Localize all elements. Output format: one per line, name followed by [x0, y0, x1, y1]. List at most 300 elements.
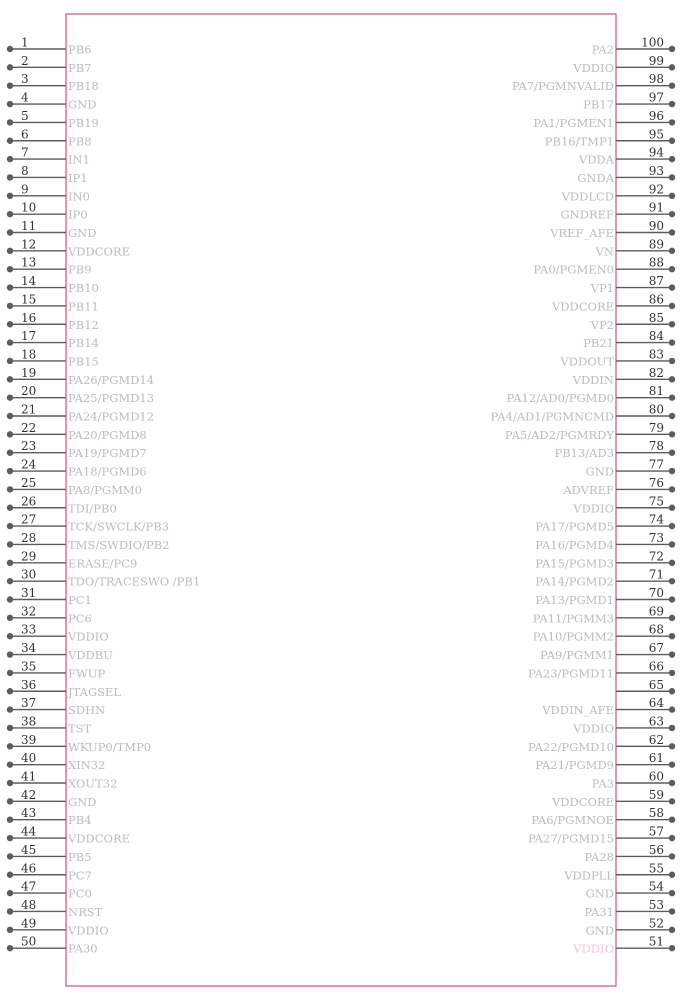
- pin-name: PA25/PGMD13: [68, 391, 155, 406]
- pin-number: 75: [648, 494, 664, 509]
- pin-number: 52: [648, 916, 664, 931]
- pin-number: 72: [648, 549, 664, 564]
- pin-end-dot: [7, 872, 13, 878]
- pin-end-dot: [7, 706, 13, 712]
- pin-name: XOUT32: [68, 776, 118, 791]
- pin-number: 43: [21, 806, 37, 821]
- pin-number: 14: [21, 274, 37, 289]
- pin-number: 6: [21, 127, 29, 142]
- pin-end-dot: [669, 101, 675, 107]
- pin-end-dot: [7, 596, 13, 602]
- pin-name: PB7: [68, 60, 92, 75]
- pin-end-dot: [7, 780, 13, 786]
- pin-end-dot: [669, 156, 675, 162]
- pin-end-dot: [7, 211, 13, 217]
- pin-name: PA21/PGMD9: [535, 758, 614, 773]
- right-pin-group: [491, 36, 676, 956]
- pin-name: PB8: [68, 134, 92, 149]
- pin-end-dot: [7, 541, 13, 547]
- pin-number: 97: [648, 90, 664, 105]
- pin-name: VN: [595, 244, 614, 259]
- pin-name: PA11/PGMM3: [532, 611, 614, 626]
- left-pin-43: [7, 806, 92, 827]
- left-pin-32: [7, 604, 92, 625]
- pin-number: 36: [21, 677, 37, 692]
- pin-end-dot: [7, 266, 13, 272]
- pin-end-dot: [7, 83, 13, 89]
- pin-end-dot: [7, 174, 13, 180]
- pin-end-dot: [669, 413, 675, 419]
- right-pin-51: [572, 935, 675, 956]
- pin-number: 4: [21, 90, 29, 105]
- pin-name: GND: [68, 97, 97, 112]
- pin-name: PA2: [591, 42, 614, 57]
- left-pin-6: [7, 127, 92, 148]
- pin-end-dot: [669, 853, 675, 859]
- pin-name: PA18/PGMD6: [68, 464, 147, 479]
- left-pin-7: [7, 146, 90, 167]
- pin-name: ADVREF: [563, 482, 614, 497]
- pin-name: IP1: [68, 170, 88, 185]
- pin-number: 24: [21, 457, 37, 472]
- pin-end-dot: [669, 46, 675, 52]
- pin-number: 74: [648, 512, 664, 527]
- pin-name: PA19/PGMD7: [68, 446, 147, 461]
- pin-end-dot: [669, 450, 675, 456]
- pin-end-dot: [7, 64, 13, 70]
- pin-name: PA22/PGMD10: [527, 739, 614, 754]
- pin-name: GND: [585, 464, 614, 479]
- pin-end-dot: [669, 321, 675, 327]
- pin-name: VDDCORE: [551, 794, 614, 809]
- pin-end-dot: [669, 560, 675, 566]
- pin-end-dot: [7, 578, 13, 584]
- pin-name: PA30: [68, 941, 98, 956]
- pin-end-dot: [7, 633, 13, 639]
- pin-number: 59: [648, 787, 664, 802]
- pin-name: VDDIO: [573, 941, 614, 956]
- pin-end-dot: [669, 927, 675, 933]
- pin-number: 30: [21, 567, 37, 582]
- pin-name: PC6: [68, 611, 92, 626]
- pin-name: PC1: [68, 593, 92, 607]
- pin-name: PA7/PGMNVALID: [511, 79, 614, 94]
- left-pin-10: [7, 201, 88, 222]
- pin-end-dot: [7, 321, 13, 327]
- left-pin-45: [7, 843, 92, 864]
- pin-name: PA28: [584, 849, 614, 864]
- pin-number: 63: [648, 714, 664, 729]
- pin-number: 40: [21, 751, 37, 766]
- right-pin-80: [491, 403, 676, 424]
- pin-name: TDI/PB0: [68, 501, 117, 516]
- pin-number: 80: [648, 402, 664, 417]
- pin-number: 13: [21, 255, 37, 270]
- pin-name: XIN32: [68, 758, 106, 773]
- pin-end-dot: [669, 211, 675, 217]
- pin-end-dot: [7, 303, 13, 309]
- pin-name: PC7: [68, 868, 92, 883]
- pin-name: PA4/AD1/PGMNCMD: [490, 409, 614, 424]
- pin-name: ERASE/PC9: [68, 556, 138, 571]
- pin-end-dot: [669, 596, 675, 602]
- pin-end-dot: [669, 706, 675, 712]
- pin-end-dot: [669, 725, 675, 731]
- pin-number: 23: [21, 439, 37, 454]
- pin-end-dot: [669, 890, 675, 896]
- pin-number: 28: [21, 530, 37, 545]
- pin-name: FWUP: [68, 666, 106, 681]
- pin-name: VDDPLL: [564, 868, 614, 883]
- pin-end-dot: [669, 798, 675, 804]
- pin-number: 5: [21, 108, 29, 123]
- pin-number: 86: [648, 292, 664, 307]
- pin-number: 83: [648, 347, 664, 362]
- pin-number: 58: [648, 806, 664, 821]
- pin-name: IN1: [68, 152, 90, 167]
- pin-end-dot: [669, 761, 675, 767]
- pin-number: 12: [21, 237, 37, 252]
- pin-end-dot: [7, 119, 13, 125]
- pin-end-dot: [7, 413, 13, 419]
- pin-number: 18: [21, 347, 37, 362]
- pin-end-dot: [669, 688, 675, 694]
- pin-number: 39: [21, 732, 37, 747]
- pin-end-dot: [7, 431, 13, 437]
- pin-end-dot: [669, 670, 675, 676]
- pin-number: 35: [21, 659, 37, 674]
- left-pin-38: [7, 714, 92, 735]
- pin-number: 32: [21, 604, 37, 619]
- pin-number: 67: [648, 641, 664, 656]
- pin-number: 99: [648, 53, 664, 68]
- pin-end-dot: [7, 743, 13, 749]
- pin-end-dot: [7, 651, 13, 657]
- pin-number: 62: [648, 732, 664, 747]
- pin-number: 25: [21, 475, 37, 490]
- pin-name: PA31: [584, 904, 614, 919]
- pin-number: 91: [648, 200, 664, 215]
- pin-name: VDDIN_AFE: [542, 703, 614, 718]
- pin-number: 2: [21, 53, 29, 68]
- pin-name: PA6/PGMNOE: [531, 813, 614, 828]
- pin-name: PA26/PGMD14: [68, 372, 155, 387]
- pin-name: PB18: [68, 79, 99, 94]
- pin-number: 26: [21, 494, 37, 509]
- pin-number: 21: [21, 402, 37, 417]
- pin-end-dot: [669, 284, 675, 290]
- pin-number: 76: [648, 475, 664, 490]
- pin-number: 9: [21, 182, 29, 197]
- pin-name: VDDLCD: [561, 189, 614, 204]
- pin-end-dot: [7, 725, 13, 731]
- left-pin-47: [7, 880, 92, 901]
- pin-end-dot: [7, 817, 13, 823]
- pin-number: 46: [21, 861, 37, 876]
- pin-name: VDDIO: [68, 629, 109, 644]
- pin-name: PA5/AD2/PGMRDY: [504, 427, 614, 442]
- pin-name: PB9: [68, 262, 92, 277]
- pin-name: VP2: [590, 317, 614, 332]
- pin-number: 100: [641, 35, 664, 50]
- pin-number: 7: [21, 145, 29, 160]
- pin-name: VDDIO: [573, 60, 614, 75]
- pin-end-dot: [669, 835, 675, 841]
- pin-number: 95: [648, 127, 664, 142]
- pin-name: PB4: [68, 813, 92, 828]
- pin-name: VDDIO: [573, 721, 614, 736]
- pin-name: PB21: [583, 336, 614, 351]
- left-pin-46: [7, 861, 92, 882]
- pin-name: PA12/AD0/PGMD0: [506, 391, 614, 406]
- pin-number: 27: [21, 512, 37, 527]
- pin-end-dot: [7, 908, 13, 914]
- pin-name: PB17: [583, 97, 614, 112]
- pin-end-dot: [669, 945, 675, 951]
- left-pin-13: [7, 256, 92, 277]
- pin-end-dot: [669, 615, 675, 621]
- pin-number: 10: [21, 200, 37, 215]
- pin-end-dot: [669, 541, 675, 547]
- pin-number: 64: [648, 696, 664, 711]
- pin-number: 77: [648, 457, 664, 472]
- pin-end-dot: [7, 670, 13, 676]
- pin-name: PA20/PGMD8: [68, 427, 147, 442]
- pin-name: PB11: [68, 299, 99, 314]
- pin-name: GND: [68, 794, 97, 809]
- pin-number: 60: [648, 769, 664, 784]
- pin-number: 11: [21, 219, 37, 233]
- pin-number: 22: [21, 420, 37, 435]
- pin-end-dot: [7, 339, 13, 345]
- pin-name: PA9/PGMM1: [540, 648, 614, 663]
- pin-end-dot: [669, 431, 675, 437]
- pin-number: 50: [21, 934, 37, 949]
- pin-name: TCK/SWCLK/PB3: [68, 519, 170, 534]
- pin-number: 66: [648, 659, 664, 674]
- pin-end-dot: [669, 358, 675, 364]
- pin-number: 85: [648, 310, 664, 325]
- pin-number: 34: [21, 641, 37, 656]
- pin-name: PB14: [68, 336, 99, 351]
- pin-name: IP0: [68, 207, 88, 222]
- pin-number: 57: [648, 824, 664, 839]
- left-pin-9: [7, 182, 90, 203]
- pin-end-dot: [7, 193, 13, 199]
- pin-name: PC0: [68, 886, 92, 901]
- pin-name: VREF_AFE: [550, 226, 614, 240]
- pin-number: 45: [21, 842, 37, 857]
- pin-number: 1: [21, 35, 29, 50]
- pin-end-dot: [669, 303, 675, 309]
- pin-end-dot: [669, 908, 675, 914]
- left-pin-50: [7, 935, 98, 956]
- pin-number: 90: [648, 219, 664, 233]
- pin-number: 89: [648, 237, 664, 252]
- pin-end-dot: [7, 101, 13, 107]
- left-pin-group: [7, 36, 200, 956]
- pin-number: 19: [21, 365, 37, 380]
- pin-end-dot: [7, 468, 13, 474]
- pin-name: VDDIO: [68, 923, 109, 938]
- pin-end-dot: [7, 248, 13, 254]
- pin-number: 79: [648, 420, 664, 435]
- pin-end-dot: [669, 817, 675, 823]
- pin-name: WKUP0/TMP0: [68, 739, 152, 754]
- pin-end-dot: [669, 872, 675, 878]
- pin-number: 55: [648, 861, 664, 876]
- pin-end-dot: [7, 688, 13, 694]
- pin-end-dot: [7, 945, 13, 951]
- pin-name: TST: [68, 721, 92, 736]
- pin-end-dot: [669, 743, 675, 749]
- pin-end-dot: [7, 853, 13, 859]
- pin-name: PB12: [68, 317, 99, 332]
- pin-name: VDDCORE: [68, 244, 131, 259]
- pin-number: 8: [21, 163, 29, 178]
- pin-end-dot: [7, 523, 13, 529]
- pin-end-dot: [669, 468, 675, 474]
- pin-name: SDHN: [68, 703, 106, 718]
- pin-number: 96: [648, 108, 664, 123]
- pin-end-dot: [7, 505, 13, 511]
- pin-end-dot: [669, 394, 675, 400]
- pin-number: 68: [648, 622, 664, 637]
- pin-end-dot: [7, 486, 13, 492]
- pin-number: 33: [21, 622, 37, 637]
- pin-name: PB5: [68, 849, 92, 864]
- pin-name: JTAGSEL: [68, 684, 122, 699]
- pin-end-dot: [7, 761, 13, 767]
- pin-name: VDDCORE: [68, 831, 131, 846]
- pin-end-dot: [669, 174, 675, 180]
- pin-name: GND: [585, 886, 614, 901]
- pin-number: 51: [648, 934, 664, 949]
- pin-end-dot: [7, 358, 13, 364]
- pin-end-dot: [669, 119, 675, 125]
- pin-name: PA8/PGMM0: [68, 482, 142, 497]
- pin-name: PA23/PGMD11: [527, 666, 614, 681]
- pin-number: 44: [21, 824, 37, 839]
- pin-end-dot: [669, 523, 675, 529]
- pin-number: 61: [648, 751, 664, 766]
- pin-end-dot: [7, 798, 13, 804]
- pin-name: PA3: [591, 776, 614, 791]
- pin-number: 82: [648, 365, 664, 380]
- pin-name: PB19: [68, 115, 99, 130]
- pin-number: 87: [648, 274, 664, 289]
- pin-number: 94: [648, 145, 664, 160]
- pin-end-dot: [7, 46, 13, 52]
- pin-name: PA15/PGMD3: [535, 556, 614, 571]
- pin-number: 56: [648, 842, 664, 857]
- pin-end-dot: [7, 284, 13, 290]
- pin-end-dot: [669, 633, 675, 639]
- pin-name: VDDCORE: [551, 299, 614, 314]
- pin-name: PA10/PGMM2: [532, 629, 614, 644]
- pin-name: TDO/TRACESWO /PB1: [68, 574, 201, 589]
- left-pin-8: [7, 164, 88, 185]
- pin-number: 3: [21, 72, 29, 87]
- pin-end-dot: [7, 890, 13, 896]
- pin-number: 42: [21, 787, 37, 802]
- pin-name: PA27/PGMD15: [527, 831, 614, 846]
- pin-number: 48: [21, 897, 37, 912]
- pin-number: 38: [21, 714, 37, 729]
- pin-name: PA1/PGMEN1: [533, 115, 614, 130]
- pin-name: NRST: [68, 904, 103, 919]
- pin-name: PB15: [68, 354, 99, 369]
- pin-end-dot: [7, 450, 13, 456]
- pin-end-dot: [7, 156, 13, 162]
- pin-number: 20: [21, 384, 37, 399]
- pin-number: 37: [21, 696, 37, 711]
- pin-end-dot: [669, 64, 675, 70]
- pin-end-dot: [669, 486, 675, 492]
- pin-end-dot: [669, 193, 675, 199]
- pin-name: PA13/PGMD1: [535, 593, 614, 607]
- pin-name: VP1: [590, 281, 614, 296]
- pin-name: PB6: [68, 42, 92, 57]
- pin-name: PB16/TMP1: [544, 134, 614, 149]
- pin-number: 78: [648, 439, 664, 454]
- pin-name: PA16/PGMD4: [535, 537, 614, 552]
- pin-number: 49: [21, 916, 37, 931]
- pin-number: 73: [648, 530, 664, 545]
- pin-number: 69: [648, 604, 664, 619]
- pin-number: 92: [648, 182, 664, 197]
- pin-number: 70: [648, 586, 664, 600]
- pin-end-dot: [7, 927, 13, 933]
- pin-end-dot: [7, 394, 13, 400]
- pin-number: 65: [648, 677, 664, 692]
- pin-end-dot: [7, 835, 13, 841]
- pin-name: VDDBU: [68, 648, 113, 663]
- pin-number: 93: [648, 163, 664, 178]
- pin-number: 31: [21, 586, 37, 600]
- pin-end-dot: [7, 560, 13, 566]
- left-pin-2: [7, 54, 92, 75]
- pin-name: VDDOUT: [560, 354, 614, 369]
- pin-number: 88: [648, 255, 664, 270]
- left-pin-1: [7, 36, 92, 57]
- pin-end-dot: [669, 578, 675, 584]
- pin-name: PB10: [68, 281, 99, 296]
- pin-name: VDDIN: [572, 372, 614, 387]
- pin-number: 81: [648, 384, 664, 399]
- pin-name: VDDIO: [573, 501, 614, 516]
- pin-number: 54: [648, 879, 664, 894]
- pin-end-dot: [669, 780, 675, 786]
- pin-end-dot: [669, 505, 675, 511]
- pin-name: PA17/PGMD5: [535, 519, 614, 534]
- pin-end-dot: [669, 83, 675, 89]
- pin-name: PA24/PGMD12: [68, 409, 155, 424]
- pin-number: 47: [21, 879, 37, 894]
- pin-end-dot: [7, 229, 13, 235]
- pin-name: PA0/PGMEN0: [533, 262, 614, 277]
- pin-end-dot: [669, 266, 675, 272]
- pin-end-dot: [669, 651, 675, 657]
- pin-end-dot: [7, 138, 13, 144]
- pin-end-dot: [669, 339, 675, 345]
- pin-number: 15: [21, 292, 37, 307]
- pin-number: 29: [21, 549, 37, 564]
- pin-name: IN0: [68, 189, 90, 204]
- pin-end-dot: [669, 248, 675, 254]
- pin-end-dot: [669, 138, 675, 144]
- pin-number: 84: [648, 329, 664, 344]
